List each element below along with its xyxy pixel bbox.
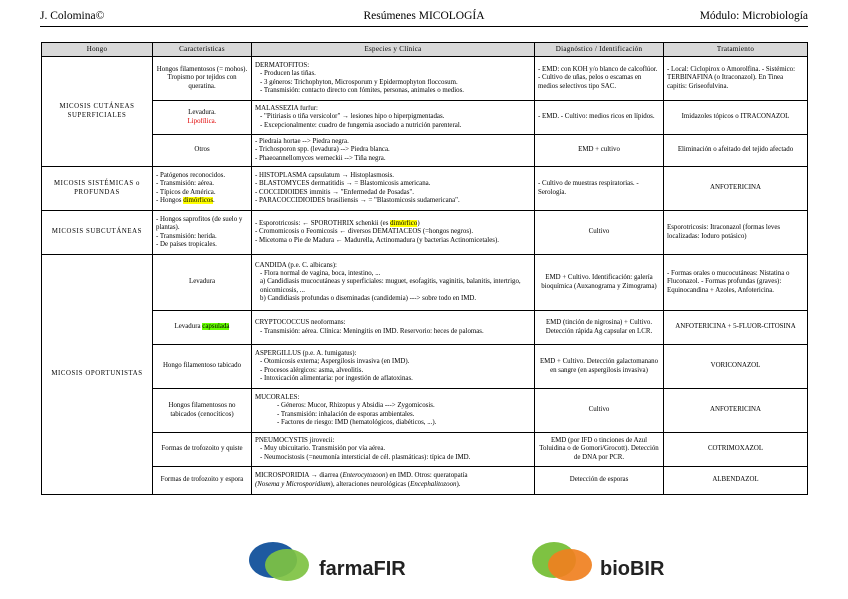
esp-line: MICROSPORIDIA → diarrea ( bbox=[255, 472, 343, 480]
diag-cell: - Cultivo de muestras respiratorias. - Serología. bbox=[535, 167, 664, 211]
group-subcutaneas: MICOSIS SUBCUTÁNEAS bbox=[42, 211, 153, 255]
esp-line: - Esporotricosis: ← SPOROTHRIX schenkii (es bbox=[255, 220, 391, 228]
esp-line: - Géneros: Mucor, Rhizopus y Absidia ---> Zygomicosis. bbox=[277, 402, 435, 410]
esp-line: ASPERGILLUS (p.e. A. fumigatus): bbox=[255, 350, 357, 358]
car-line: - Típicos de América. bbox=[156, 188, 216, 196]
car-cell: Formas de trofozoito y espora bbox=[153, 467, 252, 495]
farmafir-logo[interactable] bbox=[245, 540, 435, 588]
esp-line: ), alteraciones neurológicas ( bbox=[330, 480, 411, 488]
col-header: Hongo bbox=[42, 43, 153, 57]
mycology-table bbox=[41, 42, 808, 495]
esp-line: - HISTOPLASMA capsulatum → Histoplasmosis. bbox=[255, 172, 395, 180]
biobir-logo[interactable] bbox=[528, 540, 688, 588]
table-row bbox=[42, 101, 808, 135]
bubble-green bbox=[265, 549, 309, 581]
esp-line: MALASSEZIA furfur: bbox=[255, 105, 318, 113]
trat-cell: Esporotricosis: Itraconazol (formas leves localizadas: Ioduro potásico) bbox=[664, 211, 808, 255]
esp-line: - Muy ubicuitario. Transmisión por vía aérea. bbox=[260, 445, 386, 453]
trat-cell: COTRIMOXAZOL bbox=[664, 433, 808, 467]
esp-cell bbox=[252, 167, 535, 211]
col-header: Características bbox=[153, 43, 252, 57]
esp-line: ). bbox=[456, 480, 461, 488]
car-line: Levadura bbox=[174, 323, 203, 331]
group-superficiales: MICOSIS CUTÁNEAS SUPERFICIALES bbox=[42, 57, 153, 167]
trat-cell: Eliminación o afeitado del tejido afectado bbox=[664, 135, 808, 167]
esp-line: PNEUMOCYSTIS jirovecii: bbox=[255, 437, 335, 445]
car-cell: Formas de trofozoito y quiste bbox=[153, 433, 252, 467]
esp-cell bbox=[252, 389, 535, 433]
diag-cell: - EMD: con KOH y/o blanco de calcoflúor. - Cultivo de uñas, pelos o escamas en medios selectivos tipo SAC. bbox=[535, 57, 664, 101]
esp-italic: Enterocytozoon bbox=[342, 472, 386, 480]
table-row bbox=[42, 433, 808, 467]
doc-title: Resúmenes MICOLOGÍA bbox=[363, 10, 485, 22]
esp-line: - Transmisión: contacto directo con fómites, personas, animales o medios. bbox=[260, 86, 465, 94]
biobir-text: bioBIR bbox=[600, 558, 665, 580]
table-row bbox=[42, 389, 808, 433]
esp-line: - PARACOCCIDIOIDES brasiliensis → = "Blastomicosis sudamericana". bbox=[255, 196, 460, 204]
esp-line: - Procesos alérgicos: asma, alveolitis. bbox=[260, 366, 364, 374]
trat-cell: - Formas orales o mucocutáneas: Nistatina o Fluconazol. - Formas profundas (graves): Equinocandina + Azoles, Anfotericina. bbox=[664, 255, 808, 311]
table-row bbox=[42, 345, 808, 389]
esp-line: - Phaeoannellomyces werneckii --> Tiña negra. bbox=[255, 154, 386, 162]
trat-cell: Imidazoles tópicos o ITRACONAZOL bbox=[664, 101, 808, 135]
col-header: Diagnóstico / Identificación bbox=[535, 43, 664, 57]
diag-cell: EMD + Cultivo. Identificación: galería bioquímica (Auxanograma y Zimograma) bbox=[535, 255, 664, 311]
diag-cell: - EMD. - Cultivo: medios ricos en lípidos. bbox=[535, 101, 664, 135]
esp-cell bbox=[252, 135, 535, 167]
esp-line: - Intoxicación alimentaria: por ingestión de aflatoxinas. bbox=[260, 374, 413, 382]
car-line: - Hongos saprofitos (de suelo y plantas). bbox=[156, 216, 243, 232]
car-cell: Hongos filamentosos (= mohos). Tropismo por tejidos con queratina. bbox=[153, 57, 252, 101]
car-cell: - Patógenos reconocidos. - Transmisión: aérea. - Típicos de América. - Hongos dimórficos. bbox=[153, 167, 252, 211]
car-line: Levadura. bbox=[188, 109, 216, 117]
car-line: - Transmisión: aérea. bbox=[156, 180, 214, 188]
esp-line: CANDIDA (p.e. C. albicans): bbox=[255, 262, 337, 270]
dimorfico-highlight: dimórfico bbox=[390, 220, 418, 228]
esp-cell bbox=[252, 345, 535, 389]
capsulada-highlight: capsulada bbox=[202, 323, 230, 331]
bubble-orange bbox=[548, 549, 592, 581]
biobir-bubbles-icon bbox=[528, 540, 598, 586]
car-cell: Otros bbox=[153, 135, 252, 167]
esp-cell bbox=[252, 255, 535, 311]
car-line: - Transmisión: herida. bbox=[156, 232, 217, 240]
col-header: Tratamiento bbox=[664, 43, 808, 57]
diag-cell: EMD (tinción de nigrosina) + Cultivo. Detección rápida Ag capsular en LCR. bbox=[535, 311, 664, 345]
car-highlight: Lipofílica. bbox=[187, 117, 217, 125]
esp-line: - Producen las tiñas. bbox=[260, 70, 316, 78]
car-cell bbox=[153, 101, 252, 135]
esp-italic: Encephalitozoon bbox=[410, 480, 457, 488]
car-cell: Hongos filamentosos no tabicados (cenocíticos) bbox=[153, 389, 252, 433]
esp-line: b) Candidiasis profundas o diseminadas (candidemia) ---> sobre todo en IMD. bbox=[260, 294, 477, 302]
group-oportunistas: MICOSIS OPORTUNISTAS bbox=[42, 255, 153, 495]
esp-line: - Factores de riesgo: IMD (hematológicos, diabéticos, ...). bbox=[277, 418, 437, 426]
esp-line: - Transmisión: aérea. Clínica: Meningitis en IMD. Reservorio: heces de palomas. bbox=[260, 327, 484, 335]
farmafir-bubbles-icon bbox=[245, 540, 315, 586]
esp-line: a) Candidiasis mucocutáneas y superficiales: muguet, esofagitis, vaginitis, balanitis, intertrigo, onicomicosis, ... bbox=[260, 278, 521, 294]
car-line: - Hongos bbox=[156, 196, 184, 204]
esp-cell bbox=[252, 433, 535, 467]
car-line: - Patógenos reconocidos. bbox=[156, 172, 226, 180]
module-label: Módulo: Microbiología bbox=[699, 10, 808, 22]
esp-line: ) en IMD. Otros: queratopatía bbox=[385, 472, 468, 480]
esp-line: - Piedraia hortae --> Piedra negra. bbox=[255, 138, 349, 146]
trat-cell: ANFOTERICINA bbox=[664, 389, 808, 433]
trat-cell: ANFOTERICINA bbox=[664, 167, 808, 211]
esp-line: - BLASTOMYCES dermatitidis → = Blastomicosis americana. bbox=[255, 180, 431, 188]
esp-line: - Excepcionalmente: cuadro de fungemia asociado a nutrición parenteral. bbox=[260, 121, 462, 129]
trat-cell: ALBENDAZOL bbox=[664, 467, 808, 495]
esp-line: - Otomicosis externa; Aspergilosis invasiva (en IMD). bbox=[260, 358, 410, 366]
esp-line: DERMATOFITOS: bbox=[255, 62, 310, 70]
diag-cell: Cultivo bbox=[535, 211, 664, 255]
trat-cell: - Local: Ciclopirox o Amorolfina. - Sistémico: TERBINAFINA (o Itraconazol). En Tinea capitis: Griseofulvina. bbox=[664, 57, 808, 101]
trat-cell: ANFOTERICINA + 5-FLUOR-CITOSINA bbox=[664, 311, 808, 345]
car-cell bbox=[153, 211, 252, 255]
esp-line: - Cromomicosis o Feomicosis ← diversos DEMATIACEOS (=hongos negros). bbox=[255, 228, 474, 236]
esp-cell bbox=[252, 311, 535, 345]
esp-line: - Neumocistosis (=neumonía intersticial de cél. plasmáticas): típica de IMD. bbox=[260, 453, 471, 461]
table-row bbox=[42, 311, 808, 345]
table-header-row bbox=[42, 43, 808, 57]
esp-line: MUCORALES: bbox=[255, 394, 300, 402]
author: J. Colomina© bbox=[40, 10, 105, 22]
diag-cell: EMD (por IFD o tinciones de Azul Toluidina o de Gomori/Grocott). Detección de DNA por PCR. bbox=[535, 433, 664, 467]
diag-cell: EMD + cultivo bbox=[535, 135, 664, 167]
esp-cell bbox=[252, 467, 535, 495]
table-row bbox=[42, 255, 808, 311]
esp-italic: (Nosema y Microsporidium bbox=[255, 480, 331, 488]
table-row bbox=[42, 467, 808, 495]
table-row bbox=[42, 167, 808, 211]
esp-line: - Trichosporon spp. (levadura) --> Piedra blanca. bbox=[255, 146, 390, 154]
group-sistemicas: MICOSIS SISTÉMICAS o PROFUNDAS bbox=[42, 167, 153, 211]
esp-cell bbox=[252, 57, 535, 101]
table-row bbox=[42, 211, 808, 255]
esp-line: CRYPTOCOCCUS neoformans: bbox=[255, 319, 346, 327]
esp-line: - Micetoma o Pie de Madura ← Madurella, Actinomadura (y bacterias Actinomicetales). bbox=[255, 236, 499, 244]
esp-line: - Flora normal de vagina, boca, intestino, ... bbox=[260, 270, 381, 278]
esp-cell: - Esporotricosis: ← SPOROTHRIX schenkii (es dimórfico) - Cromomicosis o Feomicosis ← diversos DEMATIACEOS (=hongos negros). - Micetoma o Pie de Madura ← Madurella, Actinomadura (y bacterias Actinomicetales). bbox=[252, 211, 535, 255]
car-line: - De países tropicales. bbox=[156, 240, 217, 248]
esp-line: - 3 géneros: Trichophyton, Microsporum y Epidermophyton floccosum. bbox=[260, 78, 458, 86]
trat-cell: VORICONAZOL bbox=[664, 345, 808, 389]
farmafir-text: farmaFIR bbox=[319, 558, 406, 580]
page-header bbox=[40, 8, 808, 27]
table-row bbox=[42, 57, 808, 101]
diag-cell: Cultivo bbox=[535, 389, 664, 433]
dimorficos-highlight: dimórficos bbox=[183, 196, 214, 204]
logo-strip bbox=[0, 540, 848, 590]
diag-cell: EMD + Cultivo. Detección galactomanano en sangre (en aspergilosis invasiva) bbox=[535, 345, 664, 389]
car-cell bbox=[153, 311, 252, 345]
esp-line: - "Pitiriasis o tiña versicolor" → lesiones hipo o hiperpigmentadas. bbox=[260, 113, 445, 121]
col-header: Especies y Clínica bbox=[252, 43, 535, 57]
diag-cell: Detección de esporas bbox=[535, 467, 664, 495]
table-row bbox=[42, 135, 808, 167]
car-cell: Hongo filamentoso tabicado bbox=[153, 345, 252, 389]
esp-line: - COCCIDIOIDES immitis → "Enfermedad de Posadas". bbox=[255, 188, 414, 196]
car-cell: Levadura bbox=[153, 255, 252, 311]
esp-cell bbox=[252, 101, 535, 135]
esp-line: - Transmisión: inhalación de esporas ambientales. bbox=[277, 410, 415, 418]
